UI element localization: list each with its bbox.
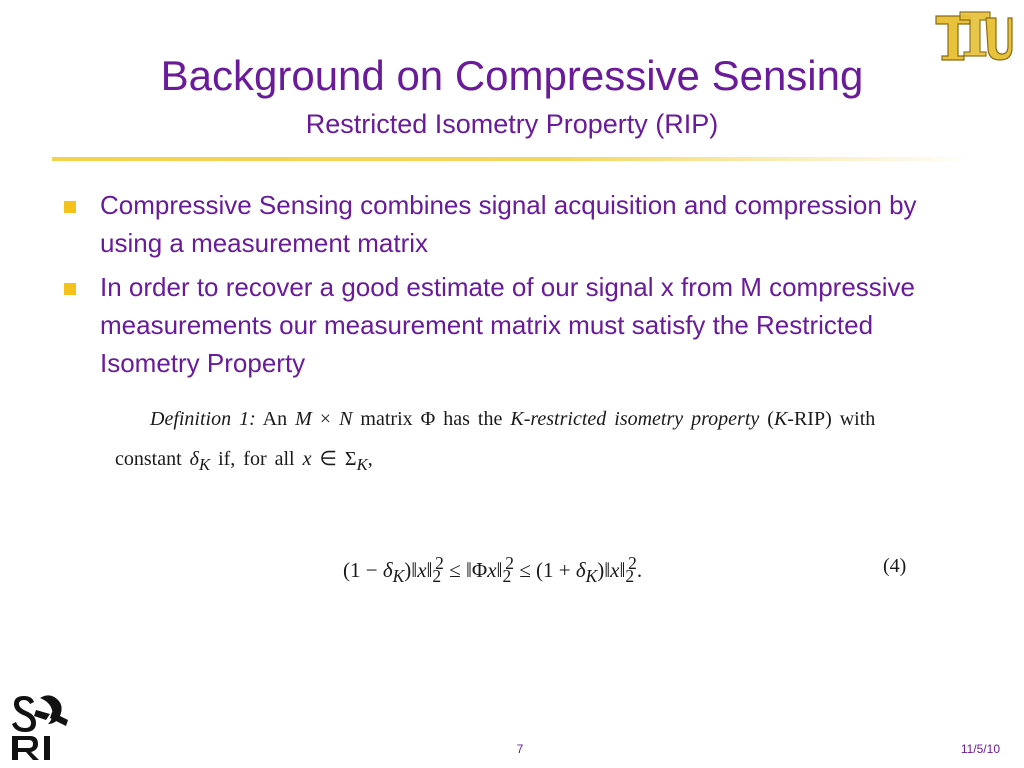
definition-line-1: Definition 1: An M × N matrix Φ has the K-restricted isometry property (K-RIP) with [150, 408, 876, 430]
bullet-item [62, 186, 962, 262]
square-bullet-icon [64, 201, 76, 213]
definition-line-2: constant $\delta_K$ if, for all x ∈ $\Sigma_K$, [115, 448, 373, 474]
bullet-list [62, 186, 962, 388]
slide-date: 11/5/10 [960, 742, 1000, 756]
ttu-logo-icon [930, 8, 1014, 64]
ri-logo-icon [6, 690, 76, 762]
slide-subtitle: Restricted Isometry Property (RIP) [305, 109, 719, 139]
square-bullet-icon [64, 283, 76, 295]
page-number: 7 [516, 742, 524, 756]
slide-title: Background on Compressive Sensing [160, 52, 864, 99]
bullet-text: Compressive Sensing combines signal acquisition and compression by using a measurement matrix [100, 190, 917, 258]
equation-number: (4) [883, 555, 907, 577]
definition-label: Definition 1: [150, 408, 256, 430]
rip-inequality: $(1 - \delta_K)‖x‖_2^2$ ≤ $‖\Phi x‖_2^2 \le (1$ + $\delta_K)‖x‖_2^2$. [343, 553, 643, 587]
bullet-item [62, 268, 962, 382]
bullet-text: In order to recover a good estimate of our signal x from M compressive measurements our measurement matrix must satisfy the Restricted Isometry Property [100, 272, 916, 378]
title-divider [52, 157, 977, 161]
